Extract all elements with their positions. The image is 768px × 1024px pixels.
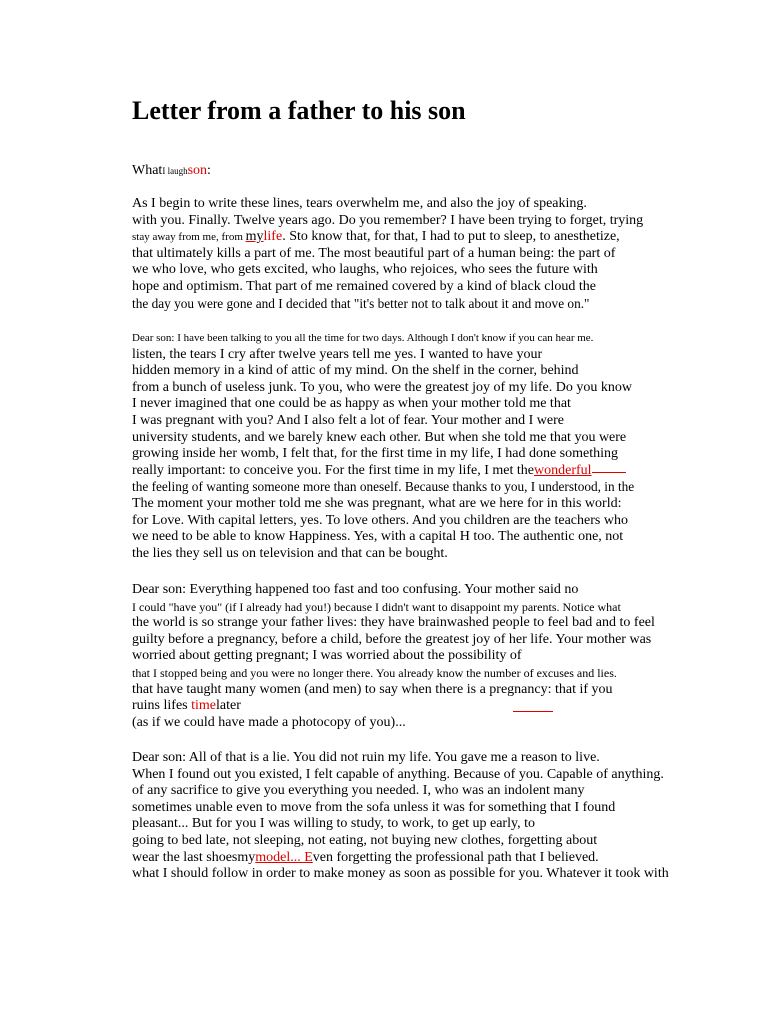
text-line: that ultimately kills a part of me. The most beautiful part of a human being: the part of bbox=[132, 245, 616, 261]
red-underline bbox=[513, 711, 553, 712]
text-line: worried about getting pregnant; I was worried about the possibility of bbox=[132, 648, 522, 664]
red-word: wonderful bbox=[534, 462, 592, 478]
underlined-word: my bbox=[245, 229, 264, 245]
text-line: Dear son: I have been talking to you all the time for two days. Although I don't know if you can hear me. bbox=[132, 332, 594, 344]
text-line: of any sacrifice to give you everything you needed. I, who was an indolent many bbox=[132, 783, 585, 799]
text-line bbox=[132, 463, 634, 480]
text-line: we need to be able to know Happiness. Yes, with a capital H too. The authentic one, not bbox=[132, 529, 624, 545]
salutation-prefix: What bbox=[132, 163, 163, 178]
paragraph-1 bbox=[132, 196, 643, 312]
text-run: my bbox=[237, 849, 256, 865]
text-line: the lies they sell us on television and that can be bought. bbox=[132, 545, 448, 561]
text-line: growing inside her womb, I felt that, for the first time in my life, I had done something bbox=[132, 446, 619, 462]
text-line: from a bunch of useless junk. To you, who were the greatest joy of my life. Do you know bbox=[132, 379, 632, 395]
text-line: sometimes unable even to move from the sofa unless it was for something that I found bbox=[132, 799, 616, 815]
paragraph-2 bbox=[132, 330, 634, 562]
text-line: listen, the tears I cry after twelve years tell me yes. I wanted to have your bbox=[132, 346, 543, 362]
text-line: that I stopped being and you were no longer there. You already know the number of excuses and lies. bbox=[132, 665, 617, 680]
document-title: Letter from a father to his son bbox=[132, 96, 466, 125]
red-word: life bbox=[263, 229, 283, 245]
text-line: As I begin to write these lines, tears overwhelm me, and also the joy of speaking. bbox=[132, 196, 587, 211]
text-line: Dear son: Everything happened too fast and too confusing. Your mother said no bbox=[132, 582, 579, 597]
text-line: hope and optimism. That part of me remained covered by a kind of black cloud the bbox=[132, 278, 596, 294]
text-line bbox=[132, 698, 655, 715]
text-line: we who love, who gets excited, who laughs, who rejoices, who sees the future with bbox=[132, 262, 598, 278]
text-line: guilty before a pregnancy, before a child, before the greatest joy of her life. Your mother was bbox=[132, 631, 652, 647]
text-line: the world is so strange your father lives: they have brainwashed people to feel bad and to feel bbox=[132, 615, 655, 631]
text-run: ven forgetting the professional path that I believed. bbox=[312, 849, 599, 865]
paragraph-3 bbox=[132, 582, 655, 731]
text-line: university students, and we barely knew each other. But when she told me that you were bbox=[132, 429, 627, 445]
text-line: the feeling of wanting someone more than oneself. Because thanks to you, I understood, in the bbox=[132, 479, 635, 495]
text-run: wear the last shoes bbox=[132, 849, 238, 865]
text-line: The moment your mother told me she was pregnant, what are we here for in this world: bbox=[132, 495, 622, 511]
text-line: I could "have you" (if I already had you!) because I didn't want to disappoint my parents. Notice what bbox=[132, 599, 621, 614]
text-run: ruins lifes bbox=[132, 698, 192, 714]
small-text: stay away from me, from bbox=[132, 231, 246, 244]
text-line: Dear son: All of that is a lie. You did not ruin my life. You gave me a reason to live. bbox=[132, 750, 600, 765]
text-run: really important: to conceive you. For the first time in my life, I met the bbox=[132, 462, 535, 478]
text-line: (as if we could have made a photocopy of you)... bbox=[132, 714, 406, 730]
text-line: the day you were gone and I decided that "it's better not to talk about it and move on." bbox=[132, 295, 590, 311]
salutation-suffix: : bbox=[207, 163, 211, 178]
text-line: I never imagined that one could be as happy as when your mother told me that bbox=[132, 396, 571, 412]
text-line: going to bed late, not sleeping, not eating, not buying new clothes, forgetting about bbox=[132, 832, 598, 848]
text-line: When I found out you existed, I felt capable of anything. Because of you. Capable of anything. bbox=[132, 766, 664, 782]
salutation-red-text: son bbox=[187, 163, 208, 178]
red-word: time bbox=[191, 698, 216, 714]
red-underline bbox=[592, 471, 626, 473]
paragraph-4 bbox=[132, 750, 669, 883]
salutation-small-text: I laugh bbox=[162, 166, 188, 176]
text-line: with you. Finally. Twelve years ago. Do you remember? I have been trying to forget, trying bbox=[132, 212, 644, 228]
text-line bbox=[132, 850, 669, 867]
text-line: pleasant... But for you I was willing to study, to work, to get up early, to bbox=[132, 816, 535, 832]
salutation bbox=[132, 162, 211, 180]
text-line: I was pregnant with you? And I also felt a lot of fear. Your mother and I were bbox=[132, 412, 564, 428]
text-line: hidden memory in a kind of attic of my mind. On the shelf in the corner, behind bbox=[132, 363, 579, 379]
text-run: later bbox=[216, 698, 241, 714]
text-line: for Love. With capital letters, yes. To love others. And you children are the teachers who bbox=[132, 512, 628, 528]
text-line: what I should follow in order to make money as soon as possible for you. Whatever it took with bbox=[132, 866, 669, 882]
red-word: model... E bbox=[255, 849, 313, 865]
text-run: . Sto know that, for that, I had to put to sleep, to anesthetize, bbox=[282, 229, 620, 245]
text-line: that have taught many women (and men) to say when there is a pregnancy: that if you bbox=[132, 681, 613, 697]
text-line bbox=[132, 229, 643, 246]
